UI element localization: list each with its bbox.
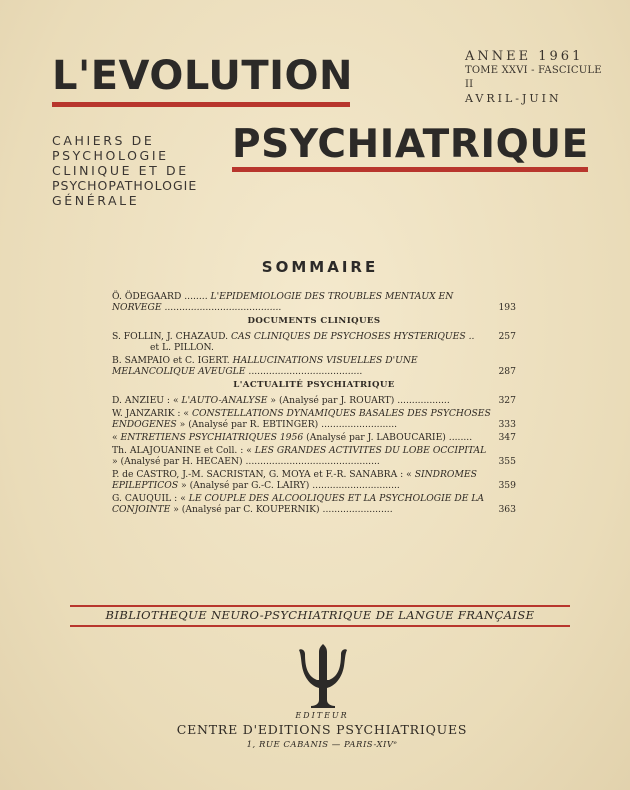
subtitle-line: PSYCHOLOGIE [52,148,169,163]
toc-page: 363 [498,504,516,515]
toc-analysis: » (Analysé par J. ROUART) .................. [270,395,450,406]
red-rule-bottom [232,167,588,172]
toc-entry[interactable] [112,445,516,467]
toc-entry[interactable] [112,331,516,353]
library-rule-top [70,605,570,607]
title-line-1: L'EVOLUTION [52,53,354,99]
toc-page: 257 [498,331,516,342]
toc-author: D. ANZIEU : « [112,395,179,406]
toc-page: 287 [498,366,516,377]
toc-author: Ö. ÖDEGAARD ........ [112,291,208,302]
issue-period: AVRIL-JUIN [465,92,562,105]
toc-author-cont: et L. PILLON. [150,342,214,353]
toc-page: 347 [498,432,516,443]
subtitle-line: CLINIQUE ET DE [52,163,189,178]
toc-entry[interactable] [112,469,516,491]
table-of-contents [112,291,516,517]
subtitle-line: GÉNÉRALE [52,193,140,208]
toc-entry[interactable] [112,408,516,430]
toc-analysis: » (Analysé par H. HECAEN) .............................................. [112,456,380,467]
toc-analysis: » (Analysé par G.-C. LAIRY) .............................. [181,480,400,491]
toc-entry[interactable] [112,395,516,406]
toc-author: S. FOLLIN, J. CHAZAUD. [112,331,229,342]
toc-author: G. CAUQUIL : « [112,493,186,504]
toc-title: SINDROMES EPILEPTICOS [112,469,477,491]
toc-title: LE COUPLE DES ALCOOLIQUES ET LA PSYCHOLOGIE DE LA CONJOINTE [112,493,485,515]
toc-title: L'EPIDEMIOLOGIE DES TROUBLES MENTAUX EN NORVEGE ........................................ [112,291,454,313]
toc-page: 359 [498,480,516,491]
subtitle-line: CAHIERS DE [52,133,155,148]
issue-tome: TOME XXVI - FASCICULE II [465,65,602,90]
toc-analysis: (Analysé par J. LABOUCARIE) ........ [306,432,473,443]
red-rule-top [52,102,350,107]
toc-author: W. JANZARIK : « [112,408,190,419]
psi-symbol-icon [293,640,353,710]
subtitle-line: PSYCHOPATHOLOGIE [52,178,198,193]
subtitle-block [52,133,197,208]
toc-title: CAS CLINIQUES DE PSYCHOSES HYSTERIQUES .. [230,331,475,342]
toc-analysis: » (Analysé par R. EBTINGER) .......................... [179,419,398,430]
toc-title: HALLUCINATIONS VISUELLES D'UNE MELANCOLIQUE AVEUGLE ....................................... [112,355,418,377]
toc-entry[interactable] [112,355,516,377]
toc-author: Th. ALAJOUANINE et Coll. : « [112,445,252,456]
toc-page: 355 [498,456,516,467]
toc-title: ENTRETIENS PSYCHIATRIQUES 1956 [120,432,304,443]
toc-title: CONSTELLATIONS DYNAMIQUES BASALES DES PSYCHOSES ENDOGENES [112,408,491,430]
toc-analysis: » (Analysé par C. KOUPERNIK) ........................ [173,504,393,515]
issue-info [465,50,605,106]
publisher-address: 1, RUE CABANIS — PARIS-XIVᵉ [246,740,398,750]
toc-entry[interactable] [112,493,516,515]
library-rule-bottom [70,625,570,627]
toc-page: 193 [498,302,516,313]
toc-page: 327 [498,395,516,406]
toc-entry[interactable] [112,291,516,313]
toc-author: P. de CASTRO, J.-M. SACRISTAN, G. MOYA et F.-R. SANABRA : « [112,469,412,480]
toc-title: LES GRANDES ACTIVITES DU LOBE OCCIPITAL [254,445,487,456]
publisher-name: CENTRE D'EDITIONS PSYCHIATRIQUES [176,722,468,737]
toc-section-heading: DOCUMENTS CLINIQUES [247,316,381,326]
publisher-label: EDITEUR [295,711,349,720]
toc-author: B. SAMPAIO et C. IGERT. [112,355,230,366]
toc-title: L'AUTO-ANALYSE [181,395,268,406]
toc-page: 333 [498,419,516,430]
library-series: BIBLIOTHEQUE NEURO-PSYCHIATRIQUE DE LANGUE FRANÇAISE [105,608,535,622]
toc-author: « [112,432,118,443]
issue-year: ANNEE 1961 [465,49,584,64]
toc-heading: SOMMAIRE [261,258,379,276]
toc-entry[interactable] [112,432,516,443]
toc-section-heading: L'ACTUALITÉ PSYCHIATRIQUE [233,380,395,390]
title-line-2: PSYCHIATRIQUE [232,122,589,167]
